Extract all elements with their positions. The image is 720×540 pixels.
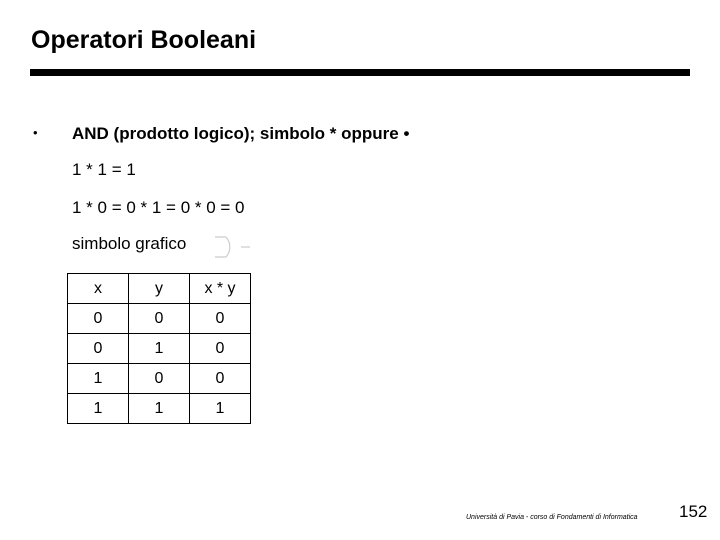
table-cell: 1 <box>68 364 129 394</box>
table-cell: 1 <box>68 394 129 424</box>
table-row <box>68 334 251 364</box>
table-cell: 0 <box>68 304 129 334</box>
table-row <box>68 394 251 424</box>
equation-line-1: 1 * 1 = 1 <box>72 160 136 179</box>
graphic-symbol-label: simbolo grafico <box>72 234 187 253</box>
table-row <box>68 304 251 334</box>
title-rule <box>30 69 690 76</box>
table-cell: 0 <box>190 304 251 334</box>
table-header-cell: y <box>129 274 190 304</box>
table-cell: 0 <box>129 364 190 394</box>
slide-title: Operatori Booleani <box>31 26 257 54</box>
table-cell: 1 <box>129 334 190 364</box>
footer-text: Università di Pavia - corso di Fondamenti di Informatica <box>466 514 638 521</box>
table-cell: 1 <box>129 394 190 424</box>
bullet-marker: • <box>33 125 38 140</box>
and-gate-icon <box>210 225 252 261</box>
table-cell: 0 <box>129 304 190 334</box>
table-header-cell: x <box>68 274 129 304</box>
table-cell: 0 <box>190 364 251 394</box>
table-cell: 0 <box>68 334 129 364</box>
table-header-row <box>68 274 251 304</box>
table-cell: 0 <box>190 334 251 364</box>
bullet-text: AND (prodotto logico); simbolo * oppure • <box>72 124 410 143</box>
page-number: 152 <box>679 502 708 521</box>
equation-line-2: 1 * 0 = 0 * 1 = 0 * 0 = 0 <box>72 198 245 217</box>
table-row <box>68 364 251 394</box>
table-header-cell: x * y <box>190 274 251 304</box>
truth-table <box>67 273 251 424</box>
table-cell: 1 <box>190 394 251 424</box>
